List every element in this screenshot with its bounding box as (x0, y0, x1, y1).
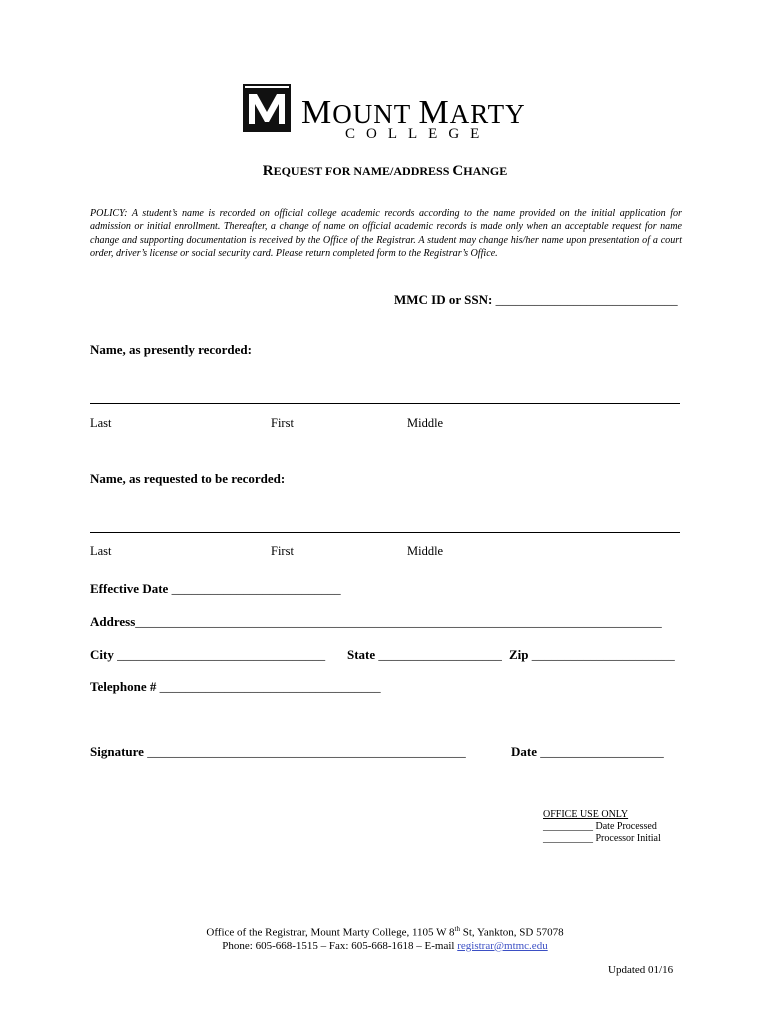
updated-date: Updated 01/16 (608, 964, 674, 976)
signature-line[interactable]: _________________________________________________ (147, 744, 466, 759)
telephone-line[interactable]: __________________________________ (159, 679, 381, 694)
requested-last-label: Last (90, 544, 112, 558)
city-line[interactable]: ________________________________ (117, 647, 326, 662)
signature-field[interactable] (90, 744, 466, 760)
zip-line[interactable]: ______________________ (531, 647, 675, 662)
signature-label: Signature (90, 744, 144, 759)
requested-first-label: First (271, 544, 294, 558)
email-link[interactable]: registrar@mtmc.edu (457, 939, 548, 952)
footer-contact: Phone: 605-668-1515 – Fax: 605-668-1618 – E-mail registrar@mtmc.edu (222, 939, 548, 952)
brand-name: MOUNT MARTY (301, 94, 526, 131)
effective-date-field[interactable] (90, 581, 341, 597)
college-logo (243, 84, 533, 144)
footer-address: Office of the Registrar, Mount Marty College, 1105 W 8th St, Yankton, SD 57078 (206, 925, 564, 939)
processor-initial-line[interactable]: __________ (543, 833, 593, 844)
effective-date-label: Effective Date (90, 581, 169, 596)
brand-college: COLLEGE (345, 126, 491, 142)
telephone-label: Telephone # (90, 679, 157, 694)
requested-middle-label: Middle (407, 544, 444, 558)
telephone-field[interactable] (90, 679, 381, 695)
city-label: City (90, 647, 114, 662)
office-use-heading: OFFICE USE ONLY (543, 809, 629, 820)
form-title: REQUEST FOR NAME/ADDRESS CHANGE (262, 163, 508, 179)
address-label: Address (90, 614, 136, 629)
present-last-label: Last (90, 416, 112, 430)
mmc-id-label: MMC ID or SSN: (394, 292, 493, 307)
policy-text: POLICY: A student’s name is recorded on official college academic records according to the name provided on the initial application for admission or initial enrollment. Thereafter, a change of name on official academic records is made only when an acceptable request for name change and supporting documentation is received by the Office of the Registrar. A student may change his/her name upon presentation of a court order, driver’s license or social security card. Please return completed form to the Registrar’s Office. (90, 208, 682, 260)
state-label: State (347, 647, 376, 662)
mmc-id-field[interactable] (394, 292, 678, 308)
state-line[interactable]: ___________________ (378, 647, 502, 662)
zip-field[interactable] (509, 647, 675, 663)
office-use-block (543, 809, 661, 845)
present-first-label: First (271, 416, 294, 430)
address-field[interactable] (90, 614, 680, 630)
present-name-label: Name, as presently recorded: (90, 342, 252, 357)
processor-initial-row[interactable] (543, 833, 661, 845)
date-line[interactable]: ___________________ (540, 744, 664, 759)
requested-name-label: Name, as requested to be recorded: (90, 471, 286, 486)
date-field[interactable] (511, 744, 664, 760)
footer (0, 923, 770, 953)
present-name-line[interactable] (90, 403, 680, 404)
mmc-id-line[interactable]: ____________________________ (495, 292, 678, 307)
address-line[interactable]: _________________________________________________________________________________ (135, 614, 662, 629)
processor-initial-label: Processor Initial (595, 833, 661, 844)
state-field[interactable] (347, 647, 502, 663)
date-processed-row[interactable] (543, 821, 661, 833)
present-middle-label: Middle (407, 416, 444, 430)
date-label: Date (511, 744, 537, 759)
requested-name-line[interactable] (90, 532, 680, 533)
effective-date-line[interactable]: __________________________ (171, 581, 341, 596)
date-processed-label: Date Processed (595, 821, 657, 832)
mmc-logo-mark (243, 84, 291, 132)
date-processed-line[interactable]: __________ (543, 821, 593, 832)
city-field[interactable] (90, 647, 325, 663)
zip-label: Zip (509, 647, 529, 662)
